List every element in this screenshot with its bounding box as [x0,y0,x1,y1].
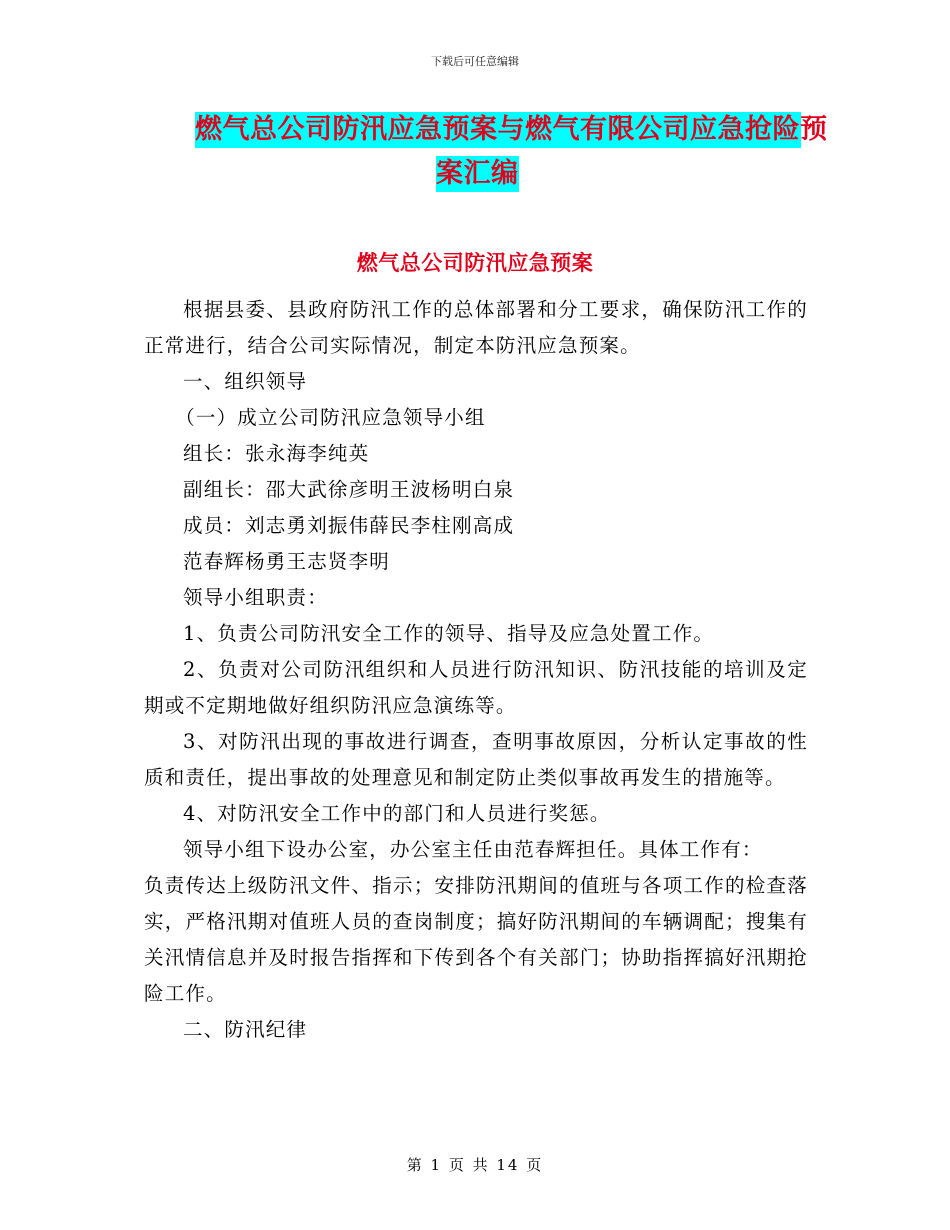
subheading-leadership-group: （一）成立公司防汛应急领导小组 [175,406,486,429]
heading-organization: 一、组织领导 [183,370,308,393]
paragraph-members-continued: 范春辉杨勇王志贤李明 [183,550,391,573]
document-title-line-2: 案汇编 [436,156,519,192]
paragraph-office: 领导小组下设办公室，办公室主任由范春辉担任。具体工作有： [183,838,763,861]
page-header-note: 下载后可任意编辑 [431,55,519,68]
paragraph-duty-3: 3、对防汛出现的事故进行调查，查明事故原因，分析认定事故的性质和责任，提出事故的处理意见和制定防止类似事故再发生的措施等。 [144,730,808,789]
document-body [144,292,808,1048]
document-title-line-1: 燃气总公司防汛应急预案与燃气有限公司应急抢险预 [195,112,801,148]
paragraph-duty-4: 4、对防汛安全工作中的部门和人员进行奖惩。 [183,802,611,825]
page-number: 第 1 页 共 14 页 [406,1156,544,1174]
paragraph-group-leader: 组长：张永海李纯英 [183,442,370,465]
paragraph-members: 成员：刘志勇刘振伟薛民李柱刚高成 [183,514,515,537]
paragraph-duties-heading: 领导小组职责： [183,586,328,609]
paragraph-duty-2: 2、负责对公司防汛组织和人员进行防汛知识、防汛技能的培训及定期或不定期地做好组织防汛应急演练等。 [144,658,808,717]
section-title: 燃气总公司防汛应急预案 [356,251,594,275]
paragraph-duty-1: 1、负责公司防汛安全工作的领导、指导及应急处置工作。 [183,622,715,645]
heading-flood-discipline: 二、防汛纪律 [183,1018,308,1041]
paragraph-intro: 根据县委、县政府防汛工作的总体部署和分工要求，确保防汛工作的正常进行，结合公司实际情况，制定本防汛应急预案。 [144,298,808,357]
paragraph-office-tasks: 负责传达上级防汛文件、指示；安排防汛期间的值班与各项工作的检查落实，严格汛期对值班人员的查岗制度；搞好防汛期间的车辆调配；搜集有关汛情信息并及时报告指挥和下传到各个有关部门；协助指挥搞好汛期抢险工作。 [144,874,808,1005]
paragraph-deputy-leader: 副组长：邵大武徐彦明王波杨明白泉 [183,478,515,501]
